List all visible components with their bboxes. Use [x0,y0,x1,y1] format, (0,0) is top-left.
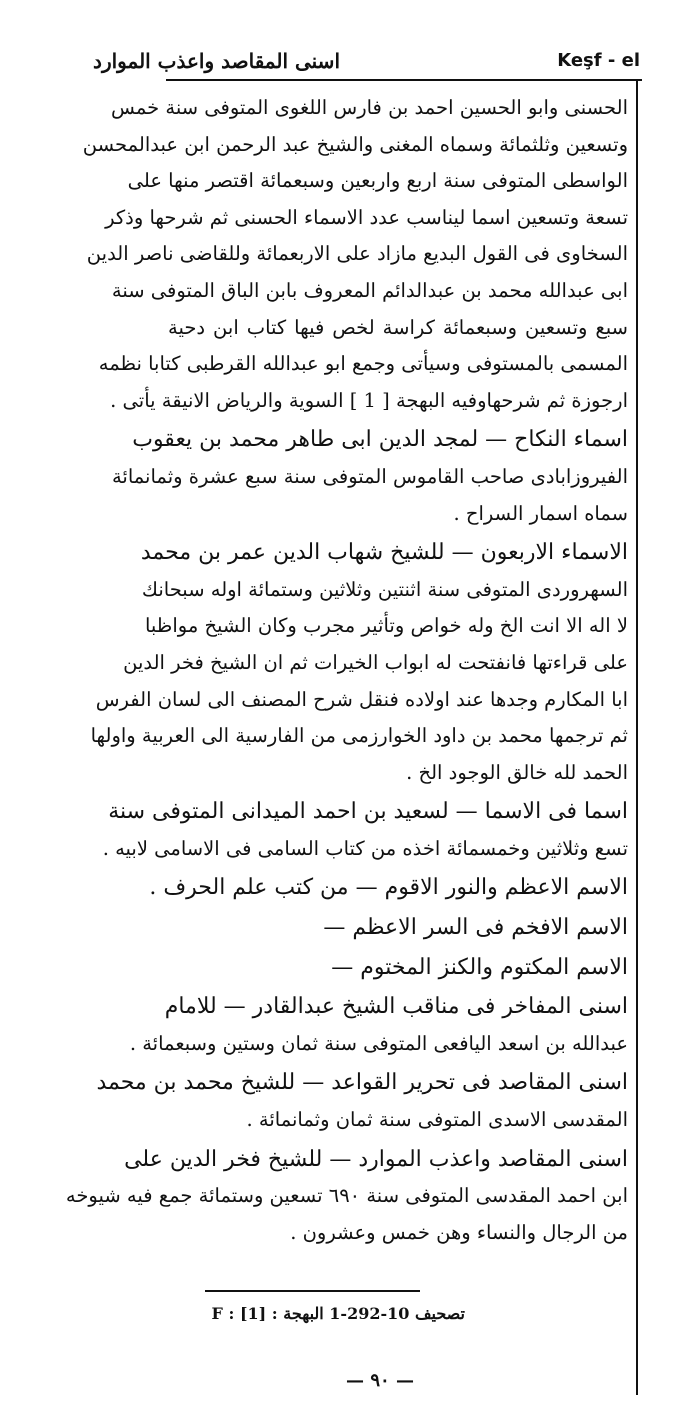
entry-heading-line: اسنى المفاخر فى مناقب الشيخ عبدالقادر — للامام [164,994,628,1020]
entry-text-line: ابا المكارم وجدها عند اولاده فنقل شرح المصنف الى لسان الفرس [95,687,628,711]
footnote-rule [205,1290,420,1292]
entry-text-line: ابن احمد المقدسى المتوفى سنة ٦٩٠ تسعين وستمائة جمع فيه شيوخه [65,1184,628,1208]
entry-text-line: الفيروزابادى صاحب القاموس المتوفى سنة سبع عشرة وثمانمائة [111,464,628,488]
text-line: تسعة وتسعين اسما ليناسب عدد الاسماء الحسنى ثم شرحها وذكر [105,205,628,229]
header-title: اسنى المقاصد واعذب الموارد [93,49,340,73]
text-line: المسمى بالمستوفى وسيأتى وجمع ابو عبدالله القرطبى كتابا نظمه [98,352,628,376]
entry-text-line: المقدسى الاسدى المتوفى سنة ثمان وثمانمائة . [246,1108,628,1132]
entry-heading-line: الاسم الافخم فى السر الاعظم — [323,915,628,941]
entry-text-line: عبدالله بن اسعد اليافعى المتوفى سنة ثمان وستين وسبعمائة . [129,1031,628,1055]
text-line: السخاوى فى القول البديع مازاد على الاربعمائة وللقاضى ناصر الدين [86,242,628,266]
entry-text-line: ثم ترجمها محمد بن داود الخوارزمى من الفارسية الى العربية واولها [90,724,628,748]
margin-rule [636,80,638,1395]
entry-heading-line: الاسماء الاربعون — للشيخ شهاب الدين عمر بن محمد [140,540,628,566]
entry-text-line: السهروردى المتوفى سنة اثنتين وثلاثين وستمائة اوله سبحانك [141,577,628,601]
running-header [93,44,640,84]
entry-heading-line: اسما فى الاسما — لسعيد بن احمد الميدانى المتوفى سنة [108,799,628,825]
entry-text-line: من الرجال والنساء وهن خمس وعشرون . [290,1220,628,1244]
entry-heading-line: اسنى المقاصد واعذب الموارد — للشيخ فخر الدين على [124,1146,628,1172]
header-section-label: Keşf - el [557,50,640,71]
text-line: ابى عبدالله محمد بن عبدالدائم المعروف بابن الباق المتوفى سنة [111,278,628,302]
text-line: الحسنى وابو الحسين احمد بن فارس اللغوى المتوفى سنة خمس [111,96,628,119]
entry-heading-line: الاسم المكتوم والكنز المختوم — [331,954,628,980]
entry-heading-line: اسنى المقاصد فى تحرير القواعد — للشيخ محمد بن محمد [96,1070,628,1096]
page-number: — ٩٠ — [346,1370,414,1391]
body-text [65,90,628,1251]
entry-text-line: لا اله الا انت الخ وله خواص وتأثير مجرب وكان الشيخ مواظبا [144,614,628,638]
entry-text-line: سماه اسمار السراح . [453,501,628,525]
entry-text-line: تسع وثلاثين وخمسمائة اخذه من كتاب السامى فى الاسامى لابيه . [102,836,628,860]
footnote: تصحيف 10-292-1 البهجة : F : [1] [211,1304,465,1323]
text-line: سبع وتسعين وسبعمائة كراسة لخص فيها كتاب ابن دحية [168,315,628,339]
entry-text-line: الحمد لله خالق الوجود الخ . [406,760,628,784]
header-rule [166,79,642,81]
entry-text-line: على قراءتها فانفتحت له ابواب الخيرات ثم ان الشيخ فخر الدين [123,650,628,674]
entry-heading-line: اسماء النكاح — لمجد الدين ابى طاهر محمد بن يعقوب [132,427,628,453]
text-line: وتسعين وثلثمائة وسماه المغنى والشيخ عبد الرحمن ابن عبدالمحسن [82,132,628,156]
text-line: الواسطى المتوفى سنة اربع واربعين وسبعمائة اقتصر منها على [127,169,628,193]
entry-heading-line: الاسم الاعظم والنور الاقوم — من كتب علم الحرف . [149,875,628,901]
text-line: ارجوزة ثم شرحهاوفيه البهجة [ 1 ] السوية والرياض الانيقة يأتى . [110,388,628,412]
